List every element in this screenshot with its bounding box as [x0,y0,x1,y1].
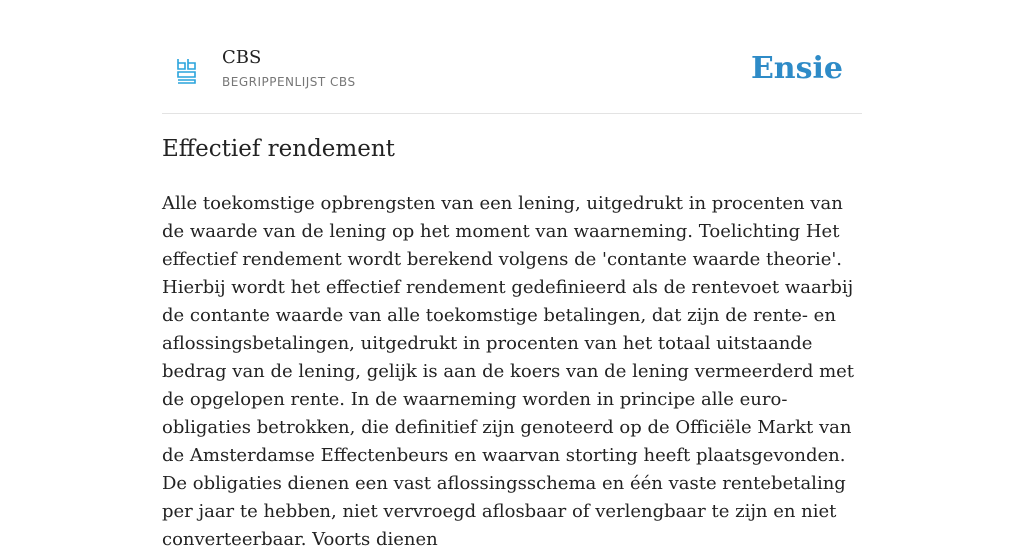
entry-definition: Alle toekomstige opbrengsten van een lening, uitgedrukt in procenten van de waarde van de lening op het moment van waarneming. Toelichting Het effectief rendement wordt berekend volgens de 'contante waarde theorie'. Hierbij wordt het effectief rendement gedefinieerd als de rentevoet waarbij de contante waarde van alle toekomstige betalingen, dat zijn de rente- en aflossingsbetalingen, uitgedrukt in procenten van het totaal uitstaande bedrag van de lening, gelijk is aan de koers van de lening vermeerderd met de opgelopen rente. In de waarneming worden in principe alle euro-obligaties betrokken, die definitief zijn genoteerd op de Officiële Markt van de Amsterdamse Effectenbeurs en waarvan storting heeft plaatsgevonden. De obligaties dienen een vast aflossingsschema en één vaste rentebetaling per jaar te hebben, niet vervroegd aflosbaar of verlengbaar te zijn en niet converteerbaar. Voorts dienen [162,193,855,550]
brand-logo[interactable]: Ensie [750,51,843,86]
header [162,40,862,114]
source-name[interactable]: CBS [222,47,262,68]
source-subtitle[interactable]: BEGRIPPENLIJST CBS [222,75,356,89]
entry-title: Effectief rendement [162,136,395,162]
page [162,0,862,550]
cbs-logo-icon[interactable] [176,57,198,85]
